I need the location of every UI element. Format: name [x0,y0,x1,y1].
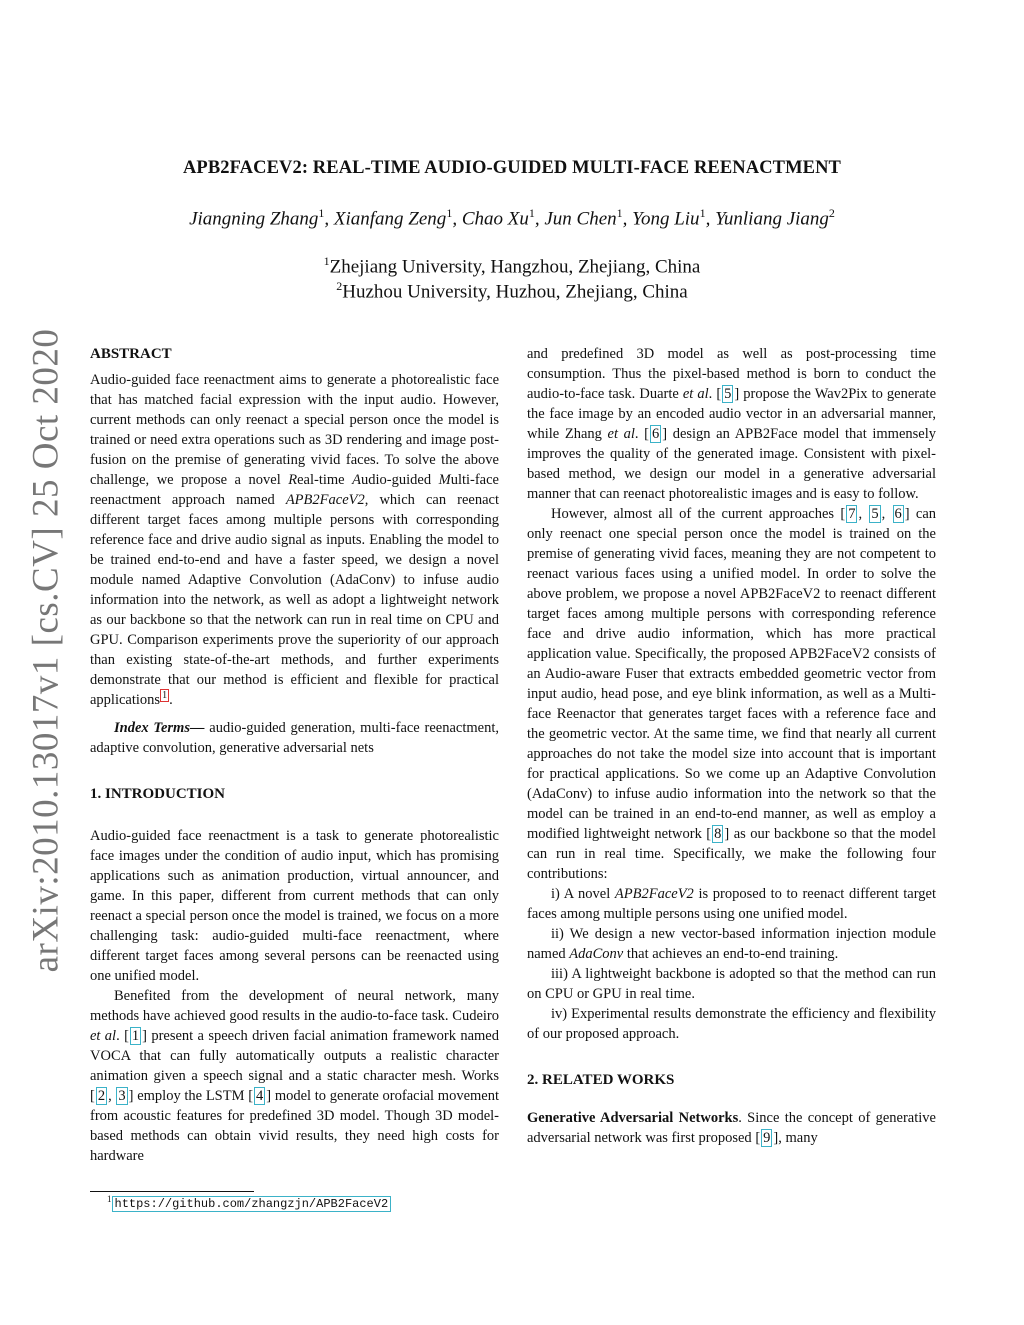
intro-paragraph: and predefined 3D model as well as post-processing time consumption. Thus the pixel-based method is born to conduct the audio-to-face task. Duarte et al. [ 5 ] propose the Wav2Pix to generate the face image by an encoded audio vector in an adversarial manner, while Zhang et al. [ 6 ] design an APB2Face model that immensely improves the quality of the generated image. Consistent with pixel-based method, we design our model in a generative adversarial manner that can reenact photorealistic images and is easy to follow. [527,346,937,502]
paper-title: APB2FACEV2: REAL-TIME AUDIO-GUIDED MULTI-FACE REENACTMENT [182,158,842,178]
footnote-divider [90,1191,254,1192]
author-list: Jiangning Zhang$^1$, Xianfang Zeng$^1$, Chao Xu$^1$, Jun Chen$^1$, Yong Liu$^1$, Yunliang Jiang$^2$ [189,206,835,230]
citation-link[interactable]: 2 [97,1088,106,1104]
intro-paragraph: Audio-guided face reenactment is a task to generate photorealistic face images under the condition of audio input, which has promising applications such as animation production, virtual announcer, and game. In this paper, different from current methods that can only reenact a special person once the model is trained, we focus on a more challenging task: audio-guided multi-face reenactment, where different target faces among several persons can be reenacted using one unified model. [90,828,499,984]
affiliation-1: $^1$Zhejiang University, Hangzhou, Zhejiang, China [323,254,701,278]
related-paragraph: Generative Adversarial Networks. Since the concept of generative adversarial network was first proposed [ 9 ], many [527,1110,936,1146]
footnote: $^1$ https://github.com/zhangzjn/APB2FaceV2 [107,1194,391,1211]
abstract-text: Audio-guided face reenactment aims to generate a photorealistic face that has matched facial expression with the input audio. However, current methods can only reenact a special person once the model is trained or need extra operations such as 3D rendering and image post-fusion on the premise of generating vivid faces. To solve the above challenge, we propose a novel Real-time Audio-guided Multi-face reenactment approach named APB2FaceV2, which can reenact different target faces among multiple persons with corresponding reference face and drive audio signal as inputs. Enabling the model to be trained end-to-end and have a faster speed, we design a novel module named Adaptive Convolution (AdaConv) to infuse audio information into the network, as well as adopt a lightweight network as our backbone so that the network can run in real time on CPU and GPU. Comparison experiments prove the superiority of our approach than existing state-of-the-art methods, and further experiments demonstrate that our method is efficient and flexible for practical applications $^1$ . [90,372,499,708]
footnote-link[interactable]: 1 [162,690,168,702]
related-works-heading: 2. RELATED WORKS [527,1072,675,1088]
citation-link[interactable]: 6 [651,426,660,442]
github-link[interactable]: https://github.com/zhangzjn/APB2FaceV2 [112,1196,392,1212]
contribution-item: iv) Experimental results demonstrate the efficiency and flexibility of our proposed approach. [527,1006,936,1042]
author-name: Xianfang Zeng [333,208,447,230]
index-terms: Index Terms— audio-guided generation, multi-face reenactment, adaptive convolution, generative adversarial nets [90,720,500,756]
author-name: Chao Xu [461,208,529,230]
citation-link[interactable]: 3 [118,1088,126,1104]
citation-link[interactable]: 4 [256,1088,264,1104]
citation-link[interactable]: 5 [724,386,732,402]
intro-paragraph: However, almost all of the current approaches [ 7 , 5 , 6 ] can only reenact one special person once the model is trained on the premise of generating vivid faces, meaning they are not competent to reenact various faces using a unified model. In order to solve the above problem, we propose a novel APB2FaceV2 to reenact different target faces among multiple persons with corresponding reference face and drive audio information, which has more practical application value. Specifically, the proposed APB2FaceV2 consists of an Audio-aware Fuser that extracts embedded geometric vector from input audio, head pose, and eye blink information, as well as a Multi-face Reenactor that generates target faces with a reference face and the geometric vector. At the same time, we find that nearly all current approaches do not take the model size into account that is important for practical applications. So we come up an Adaptive Convolution (AdaConv) to infuse audio information into the network so that the model can be trained in an end-to-end manner, as well as employ a modified lightweight network [ 8 ] as our backbone so that the model can run in real time. Specifically, we make the following four contributions: [527,506,937,882]
abstract-heading: ABSTRACT [90,346,172,362]
citation-link[interactable]: 9 [763,1130,771,1146]
left-column [90,344,499,1166]
author-name: Yong Liu [632,208,700,230]
citation-link[interactable]: 5 [871,506,879,522]
citation-link[interactable]: 1 [131,1028,140,1044]
contribution-item: i) A novel APB2FaceV2 is proposed to to reenact different target faces among multiple persons using one unified model. [527,886,936,922]
citation-link[interactable]: 7 [848,506,856,522]
author-name: Yunliang Jiang [715,208,829,230]
arxiv-identifier: arXiv:2010.13017v1 [cs.CV] 25 Oct 2020 [25,328,67,972]
contribution-item: ii) We design a new vector-based information injection module named AdaConv that achieves an end-to-end training. [527,926,936,962]
citation-link[interactable]: 6 [894,506,902,522]
intro-paragraph: Benefited from the development of neural network, many methods have achieved good results in the audio-to-face task. Cudeiro et al. [ 1 ] present a speech driven facial animation framework named VOCA that can fully automatically outputs a realistic character animation given a speech signal and a static character mesh. Works [ 2 , 3 ] employ the LSTM [ 4 ] model to generate orofacial movement from acoustic features for predefined 3D model. Though 3D model-based methods can obtain vivid results, they need high costs for hardware [90,988,499,1164]
right-column [527,344,936,1148]
author-name: Jun Chen [544,208,617,230]
contribution-item: iii) A lightweight backbone is adopted so that the method can run on CPU or GPU in real time. [527,966,936,1002]
author-name: Jiangning Zhang [189,208,319,230]
citation-link[interactable]: 8 [714,826,722,842]
affiliation-2: $^2$Huzhou University, Huzhou, Zhejiang, China [336,279,688,303]
introduction-heading: 1. INTRODUCTION [90,786,226,802]
